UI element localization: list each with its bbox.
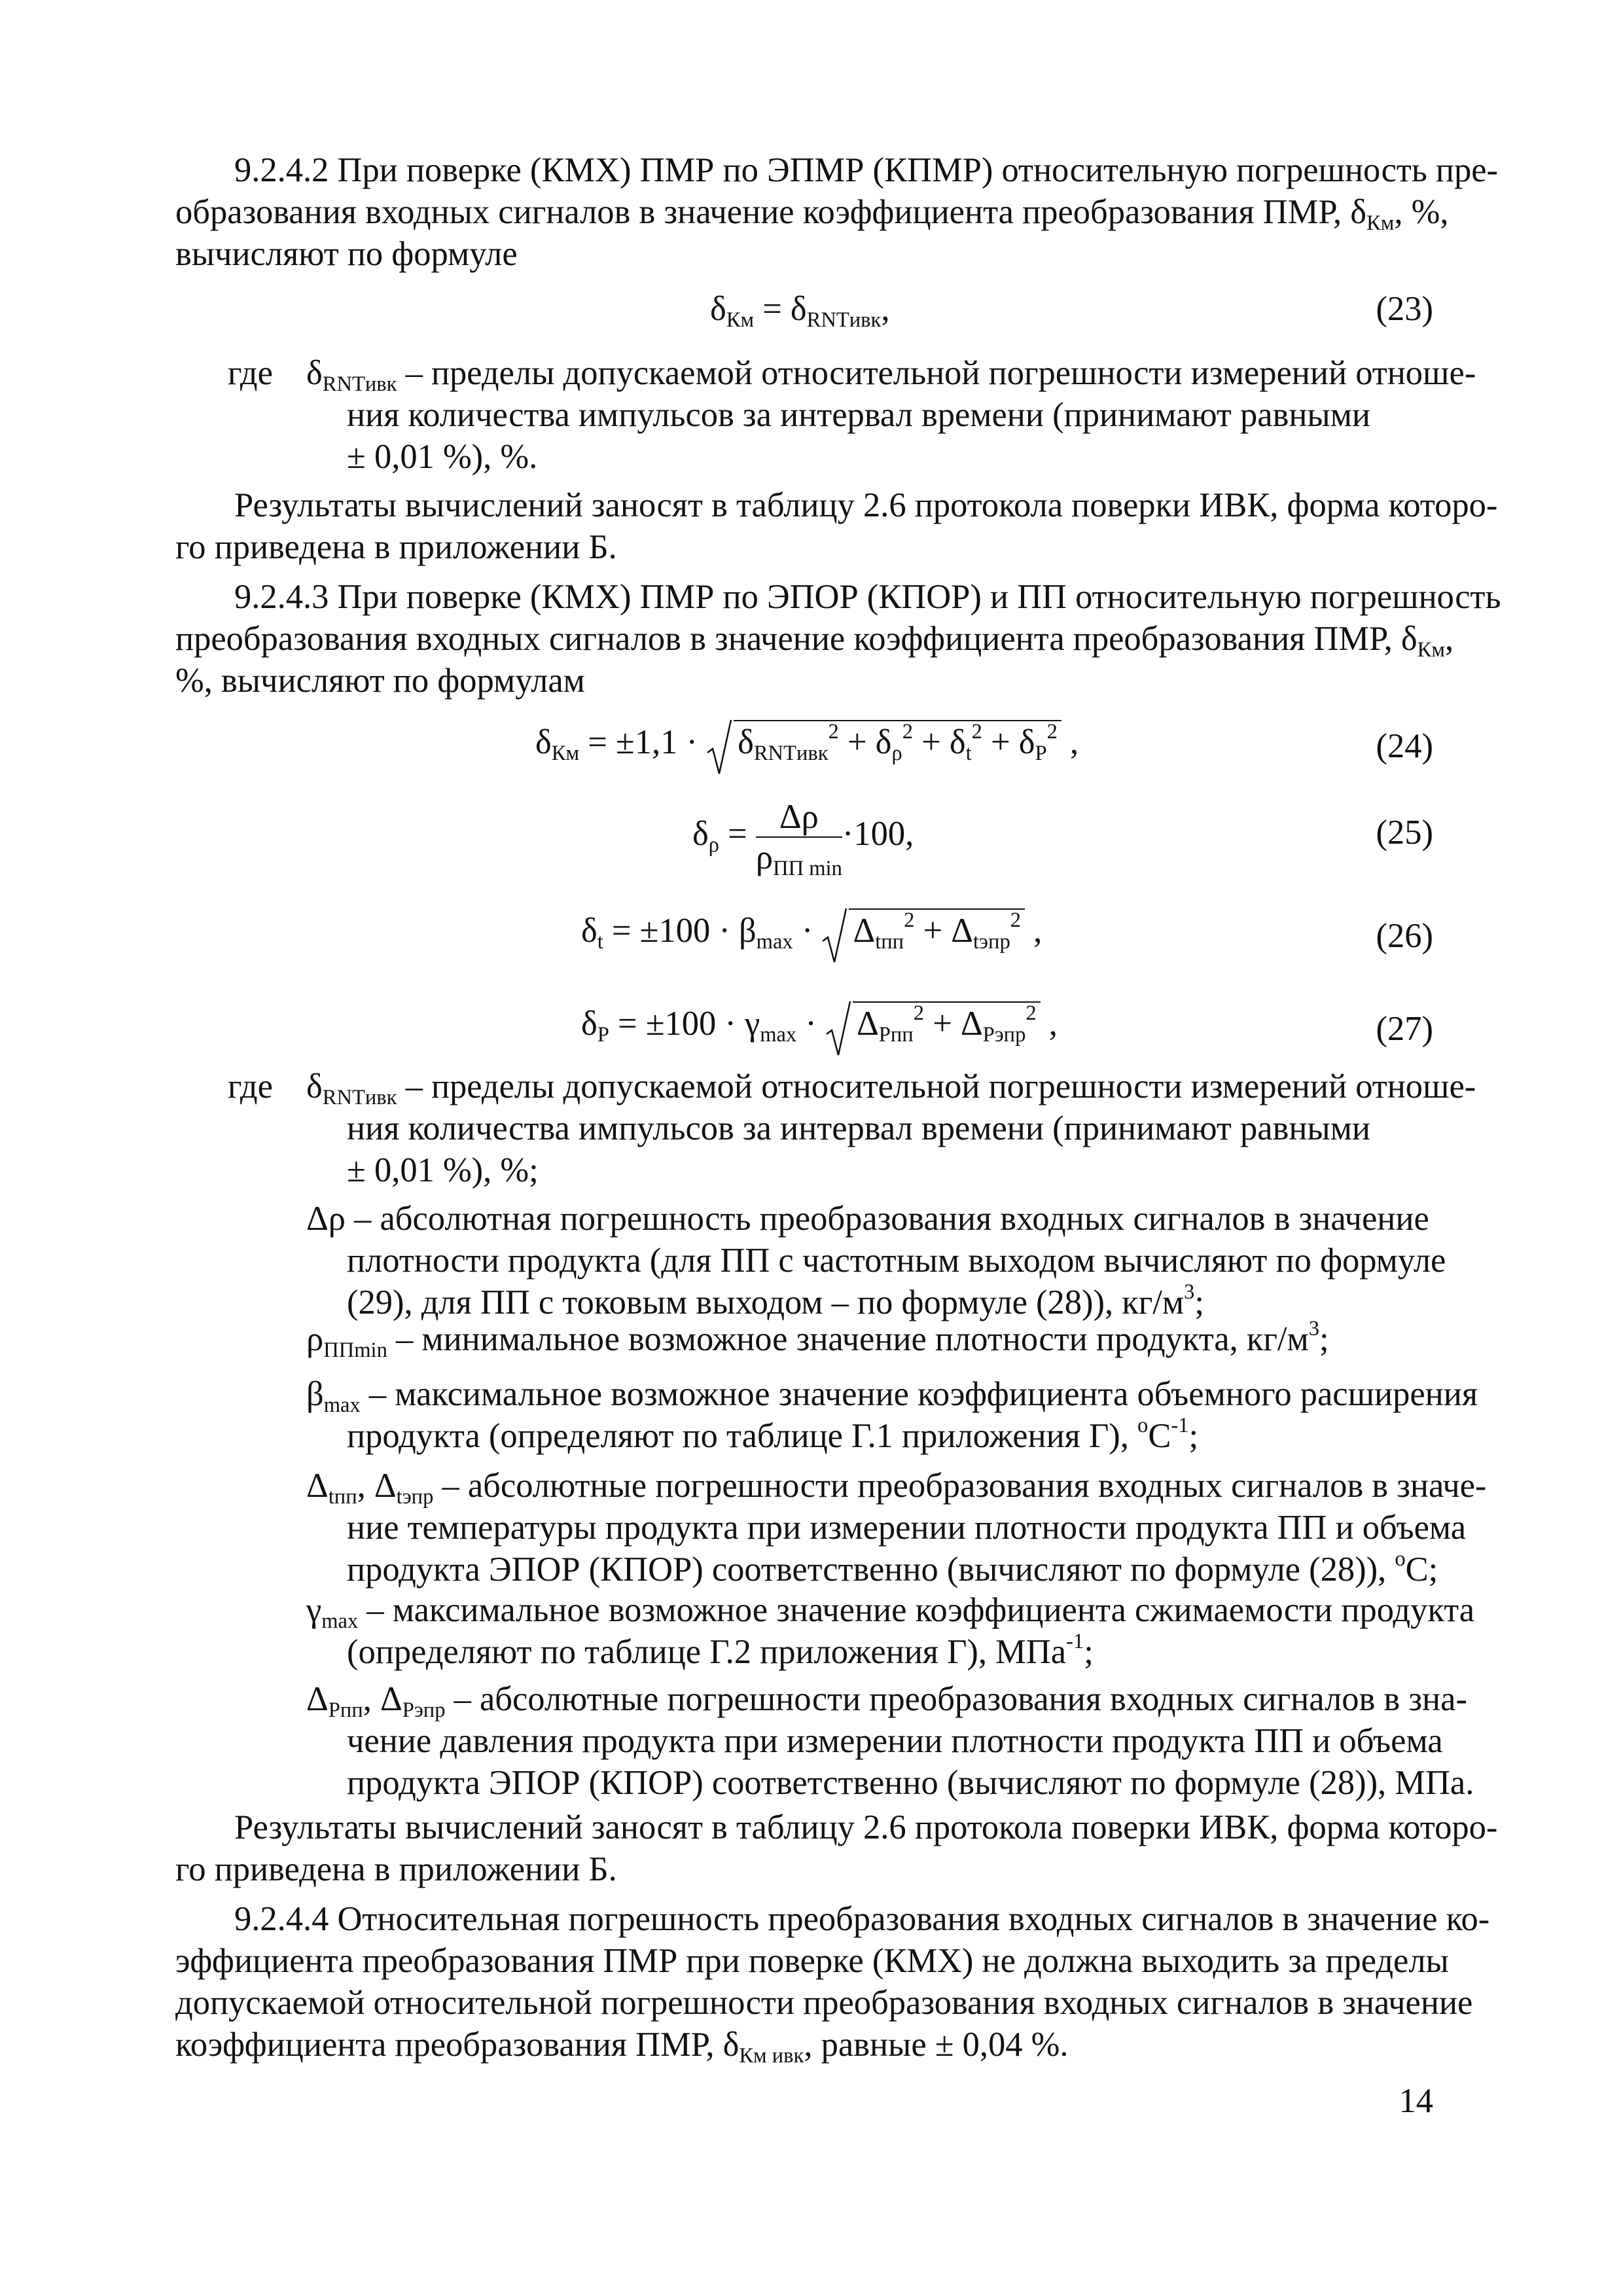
subscript: ПП min [773,856,842,880]
text-line: ± 0,01 %), %; [347,1151,539,1189]
symbol: , [881,290,890,328]
superscript: 3 [1184,1280,1195,1304]
radicand [853,1001,1041,1045]
subscript: max [323,1393,361,1417]
sqrt [821,908,1025,952]
subscript: P [597,1022,609,1047]
symbol: = ±100 · γ [609,1005,760,1043]
symbol: + δ [912,723,966,761]
superscript: 2 [1026,1001,1037,1026]
symbol: γ [306,1591,322,1629]
superscript: 2 [904,908,915,933]
superscript: 2 [1046,720,1058,744]
subscript: tэпр [396,1484,434,1509]
superscript: 2 [971,720,982,744]
symbol: = [719,815,756,853]
subscript: t [597,929,603,954]
text-line: эффициента преобразования ПМР при поверке (КМХ) не должна выходить за пределы [175,1942,1449,1980]
subscript: max [760,1022,797,1047]
superscript: -1 [1066,1630,1084,1654]
symbol: , Δ [363,1680,402,1718]
numerator: Δρ [756,797,842,838]
subscript: Км ивк [739,2043,804,2068]
subscript: max [321,1609,359,1633]
definition-beta-max [306,1373,1478,1457]
symbol: = ±100 · β [603,912,757,950]
symbol: ρ [306,1320,324,1358]
subscript: Pэпр [982,1022,1026,1047]
text-line: го приведена в приложении Б. [175,528,617,566]
subscript: ППmin [323,1338,387,1362]
text-line: Результаты вычислений заносят в таблицу 2.6 протокола поверки ИВК, форма которо- [234,1808,1498,1846]
definition-delta-t [306,1465,1487,1590]
text-line [175,618,1454,660]
subscript: tэпр [973,929,1010,954]
symbol: Δρ [306,1200,346,1238]
text-span: коэффициента преобразования ПМР, δ [175,2026,740,2064]
text-span: С [1148,1417,1171,1455]
radical-sign [825,1000,851,1058]
text-span: (29), для ПП с токовым выходом – по формуле (28)), кг/м [347,1283,1185,1321]
denominator [755,838,842,880]
text-span: ; [1188,1417,1199,1455]
subscript: t [965,741,972,765]
subscript: RNTивк [322,372,397,396]
equation-number: (23) [1376,290,1433,328]
text-span: ; [1194,1283,1204,1321]
subscript: Pэпр [402,1698,446,1722]
subscript: RNTивк [806,308,882,332]
text-span: продукта (определяют по таблице Г.1 приложения Г), [347,1417,1138,1455]
superscript: 2 [1010,908,1021,933]
definition-rho-min [306,1318,1442,1360]
symbol: Δ [853,912,876,950]
definition-rntivk [306,1066,1476,1191]
subscript: Км [1417,637,1445,662]
subscript: Pпп [328,1698,363,1722]
text-line: 9.2.4.3 При поверке (КМХ) ПМР по ЭПОР (КПОР) и ПП относительную погрешность [234,578,1501,616]
text-span: образования входных сигналов в значение коэффициента преобразования ПМР, δ [175,193,1367,231]
text-span: – абсолютная погрешность преобразования входных сигналов в значение [345,1200,1429,1238]
sqrt [706,720,1061,763]
text-span: – абсолютные погрешности преобразования входных сигналов в значе- [433,1467,1487,1505]
radical-sign [821,907,847,965]
equation-25 [692,797,914,880]
symbol: δ [535,723,552,761]
text-span: С; [1405,1551,1438,1588]
symbol: , Δ [357,1467,397,1505]
subscript: ρ [708,833,719,857]
text-line: 9.2.4.4 Относительная погрешность преобразования входных сигналов в значение ко- [234,1900,1490,1938]
text-span: ; [1319,1320,1329,1358]
text-span: , равные ± 0,04 %. [804,2026,1069,2064]
symbol: β [306,1375,324,1413]
definition-rntivk [306,352,1476,478]
symbol: δ [306,1067,323,1105]
superscript: 3 [1308,1317,1319,1341]
symbol: , [1070,723,1079,761]
text-span: – абсолютные погрешности преобразования входных сигналов в зна- [445,1680,1467,1718]
where-label: где [228,354,273,392]
superscript: 2 [913,1001,924,1026]
equation-number: (26) [1376,917,1433,955]
equation-27 [581,1001,1058,1045]
text-line: ние температуры продукта при измерении плотности продукта ПП и объема [347,1509,1467,1547]
symbol: ·100, [842,815,914,853]
superscript: -1 [1171,1414,1189,1438]
subscript: Км [551,741,580,765]
text-line: чение давления продукта при измерении плотности продукта ПП и объема [347,1722,1443,1760]
equation-number: (27) [1376,1010,1433,1048]
superscript: o [1137,1414,1149,1438]
definition-gamma-max [306,1589,1475,1673]
fraction [755,797,842,880]
equation-24 [535,720,1079,763]
subscript: RNTивк [753,741,829,765]
radicand [849,908,1025,952]
text-line [175,2024,1069,2066]
text-span: – минимальное возможное значение плотности продукта, кг/м [387,1320,1309,1358]
subscript: tпп [875,929,904,954]
equation-number: (24) [1376,727,1433,765]
symbol: = ±1,1 · [579,723,707,761]
where-label: где [228,1067,273,1105]
text-line: 9.2.4.2 При поверке (КМХ) ПМР по ЭПМР (КПМР) относительную погрешность пре- [234,151,1499,189]
text-line: Результаты вычислений заносят в таблицу 2.6 протокола поверки ИВК, форма которо- [234,486,1498,524]
subscript: Pпп [878,1022,914,1047]
symbol: ρ [755,838,774,876]
symbol: Δ [857,1005,879,1043]
text-span: – пределы допускаемой относительной погрешности измерений отноше- [397,354,1476,392]
definition-delta-p [306,1678,1474,1804]
text-line: ния количества импульсов за интервал времени (принимают равными [347,396,1371,434]
symbol: δ [738,723,754,761]
symbol: Δ [306,1467,329,1505]
symbol: · [796,1005,825,1043]
symbol: + Δ [923,1005,983,1043]
text-span: – пределы допускаемой относительной погрешности измерений отноше- [397,1067,1476,1105]
superscript: 2 [902,720,913,744]
text-span: , [1444,620,1454,658]
subscript: ρ [891,741,902,765]
text-line: %, вычисляют по формулам [175,662,585,700]
text-line [175,191,1448,233]
text-line: вычисляют по формуле [175,235,518,273]
definition-delta-rho [306,1198,1446,1323]
symbol: · [793,912,822,950]
symbol: , [1033,912,1043,950]
text-line: го приведена в приложении Б. [175,1850,617,1888]
symbol: δ [306,354,323,392]
equation-number: (25) [1376,814,1433,852]
subscript: RNTивк [322,1085,397,1109]
symbol: = δ [754,290,807,328]
subscript: max [756,929,793,954]
text-span: продукта ЭПОР (КПОР) соответственно (вычисляют по формуле (28)), [347,1551,1395,1588]
symbol: Δ [306,1680,329,1718]
subscript: P [1035,741,1047,765]
superscript: 2 [828,720,839,744]
text-line: продукта ЭПОР (КПОР) соответственно (вычисляют по формуле (28)), МПа. [347,1764,1474,1802]
text-span: , %, [1394,193,1449,231]
symbol: δ [581,912,597,950]
text-line: ния количества импульсов за интервал времени (принимают равными [347,1109,1371,1147]
symbol: δ [581,1005,597,1043]
text-span: (определяют по таблице Г.2 приложения Г), МПа [347,1633,1067,1671]
equation-23 [710,288,890,330]
symbol: δ [710,290,726,328]
text-span: ; [1084,1633,1094,1671]
symbol: , [1048,1005,1058,1043]
subscript: Км [726,308,755,332]
symbol: + δ [838,723,892,761]
superscript: o [1395,1547,1406,1571]
text-span: преобразования входных сигналов в значение коэффициента преобразования ПМР, δ [175,620,1418,658]
radicand [734,720,1061,763]
radical-sign [706,719,732,776]
symbol: δ [692,815,709,853]
text-span: – максимальное возможное значение коэффициента объемного расширения [360,1375,1478,1413]
text-line: ± 0,01 %), %. [347,438,538,476]
equation-26 [581,908,1042,952]
text-line: допускаемой относительной погрешности преобразования входных сигналов в значение [175,1984,1473,2022]
symbol: + δ [982,723,1035,761]
page-number: 14 [1399,2082,1433,2120]
sqrt [825,1001,1041,1045]
subscript: Км [1366,211,1395,235]
text-line: плотности продукта (для ПП с частотным выходом вычисляют по формуле [347,1242,1446,1280]
symbol: + Δ [914,912,974,950]
text-span: – максимальное возможное значение коэффициента сжимаемости продукта [358,1591,1475,1629]
subscript: tпп [328,1484,357,1509]
